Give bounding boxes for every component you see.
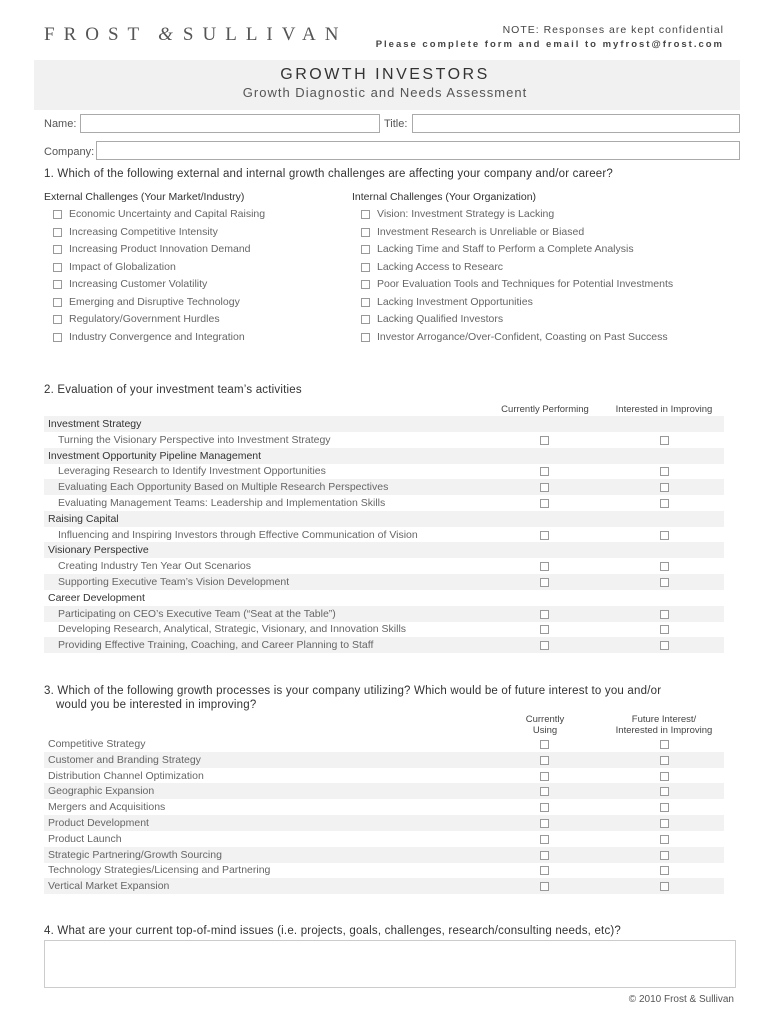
future-interest-checkbox[interactable] — [660, 803, 669, 812]
currently-using-checkbox[interactable] — [540, 787, 549, 796]
question-2: 2. Evaluation of your investment team’s activities — [44, 384, 302, 396]
future-interest-checkbox[interactable] — [660, 819, 669, 828]
growth-process-label: Product Development — [48, 817, 149, 829]
logo-right: SULLIVAN — [182, 24, 348, 45]
growth-process-label: Mergers and Acquisitions — [48, 801, 166, 814]
challenge-checkbox[interactable] — [53, 333, 62, 342]
q3-col-future-interest-2: Interested in Improving — [615, 725, 713, 736]
future-interest-checkbox[interactable] — [660, 756, 669, 765]
table-row — [44, 736, 724, 752]
top-of-mind-issues-textarea[interactable] — [44, 940, 736, 988]
growth-process-label: Strategic Partnering/Growth Sourcing — [48, 848, 222, 861]
category-label: Investment Strategy — [48, 418, 142, 430]
challenge-checkbox[interactable] — [53, 228, 62, 237]
future-interest-checkbox[interactable] — [660, 740, 669, 749]
currently-using-checkbox[interactable] — [540, 740, 549, 749]
company-field[interactable] — [96, 141, 740, 160]
company-label: Company: — [44, 146, 95, 158]
activity-label: Leveraging Research to Identify Investment Opportunities — [58, 465, 326, 478]
currently-performing-checkbox[interactable] — [540, 436, 549, 445]
table-row — [44, 621, 724, 637]
currently-using-checkbox[interactable] — [540, 882, 549, 891]
internal-heading: Internal Challenges (Your Organization) — [352, 191, 537, 203]
growth-process-label: Geographic Expansion — [48, 785, 155, 798]
q3-col-currently-using-2: Using — [532, 725, 558, 736]
table-category-row — [44, 416, 724, 432]
challenge-item: Industry Convergence and Integration — [69, 330, 245, 343]
challenge-checkbox[interactable] — [361, 245, 370, 254]
table-category-row — [44, 542, 724, 558]
email-instruction: Please complete form and email to myfrost@frost.com — [375, 39, 724, 50]
challenge-checkbox[interactable] — [361, 315, 370, 324]
challenge-item: Increasing Competitive Intensity — [69, 225, 218, 238]
challenge-item: Increasing Product Innovation Demand — [69, 243, 251, 255]
challenge-item: Lacking Time and Staff to Perform a Complete Analysis — [377, 243, 634, 255]
page-title: GROWTH INVESTORS — [280, 66, 490, 83]
logo-ampersand: & — [158, 24, 173, 45]
currently-performing-checkbox[interactable] — [540, 610, 549, 619]
table-category-row — [44, 590, 724, 606]
growth-process-label: Competitive Strategy — [48, 738, 146, 750]
future-interest-checkbox[interactable] — [660, 772, 669, 781]
challenge-checkbox[interactable] — [361, 333, 370, 342]
challenge-checkbox[interactable] — [53, 280, 62, 289]
question-4: 4. What are your current top-of-mind issues (i.e. projects, goals, challenges, research/consulting needs, etc)? — [44, 925, 622, 937]
challenge-item: Investor Arrogance/Over-Confident, Coasting on Past Success — [377, 330, 668, 343]
name-label: Name: — [44, 118, 77, 130]
table-category-row — [44, 511, 724, 527]
challenge-item: Investment Research is Unreliable or Biased — [377, 225, 585, 238]
interested-improving-checkbox[interactable] — [660, 467, 669, 476]
currently-using-checkbox[interactable] — [540, 835, 549, 844]
currently-using-checkbox[interactable] — [540, 866, 549, 875]
q2-col-currently-performing: Currently Performing — [501, 404, 589, 415]
table-row — [44, 768, 724, 784]
table-row — [44, 815, 724, 831]
interested-improving-checkbox[interactable] — [660, 562, 669, 571]
currently-using-checkbox[interactable] — [540, 803, 549, 812]
future-interest-checkbox[interactable] — [660, 851, 669, 860]
external-heading: External Challenges (Your Market/Industry) — [44, 191, 245, 203]
copyright: © 2010 Frost & Sullivan — [628, 994, 734, 1005]
activity-label: Creating Industry Ten Year Out Scenarios — [58, 560, 252, 573]
table-row — [44, 463, 724, 479]
table-row — [44, 606, 724, 622]
question-1: 1. Which of the following external and internal growth challenges are affecting your company and/or career? — [44, 168, 614, 180]
table-row — [44, 432, 724, 448]
interested-improving-checkbox[interactable] — [660, 641, 669, 650]
interested-improving-checkbox[interactable] — [660, 483, 669, 492]
currently-performing-checkbox[interactable] — [540, 499, 549, 508]
table-row — [44, 558, 724, 574]
challenge-item: Vision: Investment Strategy is Lacking — [377, 208, 555, 220]
currently-performing-checkbox[interactable] — [540, 467, 549, 476]
activity-label: Turning the Visionary Perspective into Investment Strategy — [58, 433, 331, 446]
table-row — [44, 574, 724, 590]
category-label: Raising Capital — [48, 512, 119, 525]
frost-sullivan-logo — [44, 24, 347, 46]
title-field[interactable] — [412, 114, 740, 133]
growth-process-label: Vertical Market Expansion — [48, 880, 170, 893]
question-3-line1: 3. Which of the following growth processes is your company utilizing? Which would be of future interest to you and/or — [44, 685, 662, 697]
currently-performing-checkbox[interactable] — [540, 578, 549, 587]
interested-improving-checkbox[interactable] — [660, 436, 669, 445]
interested-improving-checkbox[interactable] — [660, 610, 669, 619]
interested-improving-checkbox[interactable] — [660, 625, 669, 634]
table-row — [44, 752, 724, 768]
challenge-checkbox[interactable] — [361, 280, 370, 289]
future-interest-checkbox[interactable] — [660, 866, 669, 875]
table-row — [44, 527, 724, 543]
category-label: Visionary Perspective — [48, 544, 149, 557]
growth-process-label: Product Launch — [48, 832, 122, 845]
interested-improving-checkbox[interactable] — [660, 578, 669, 587]
future-interest-checkbox[interactable] — [660, 787, 669, 796]
table-row — [44, 495, 724, 511]
activity-label: Developing Research, Analytical, Strategic, Visionary, and Innovation Skills — [58, 623, 407, 636]
future-interest-checkbox[interactable] — [660, 882, 669, 891]
challenge-item: Regulatory/Government Hurdles — [69, 313, 220, 325]
currently-using-checkbox[interactable] — [540, 756, 549, 765]
table-row — [44, 637, 724, 653]
growth-process-label: Customer and Branding Strategy — [48, 753, 201, 766]
question-3-line2: would you be interested in improving? — [56, 699, 257, 711]
q3-col-currently-using-1: Currently — [525, 714, 565, 725]
table-row — [44, 862, 724, 878]
logo-left: FROST — [44, 24, 149, 45]
activity-label: Supporting Executive Team’s Vision Development — [58, 576, 290, 588]
table-row — [44, 831, 724, 847]
table-row — [44, 799, 724, 815]
challenge-checkbox[interactable] — [361, 228, 370, 237]
table-row — [44, 783, 724, 799]
growth-process-label: Technology Strategies/Licensing and Partnering — [48, 864, 271, 877]
challenge-item: Emerging and Disruptive Technology — [69, 295, 240, 308]
challenge-item: Poor Evaluation Tools and Techniques for Potential Investments — [377, 278, 674, 290]
challenge-checkbox[interactable] — [361, 298, 370, 307]
currently-performing-checkbox[interactable] — [540, 625, 549, 634]
challenge-checkbox[interactable] — [53, 210, 62, 219]
challenge-item: Lacking Investment Opportunities — [377, 295, 533, 308]
challenge-checkbox[interactable] — [361, 210, 370, 219]
q2-col-interested-improving: Interested in Improving — [615, 404, 713, 415]
activity-label: Influencing and Inspiring Investors through Effective Communication of Vision — [58, 528, 418, 541]
table-row — [44, 847, 724, 863]
currently-performing-checkbox[interactable] — [540, 531, 549, 540]
challenge-checkbox[interactable] — [361, 263, 370, 272]
name-field[interactable] — [80, 114, 380, 133]
challenge-item: Lacking Access to Researc — [377, 260, 504, 273]
page-subtitle: Growth Diagnostic and Needs Assessment — [242, 85, 528, 100]
category-label: Career Development — [48, 591, 145, 604]
currently-using-checkbox[interactable] — [540, 772, 549, 781]
challenge-checkbox[interactable] — [53, 298, 62, 307]
title-label: Title: — [384, 118, 408, 130]
challenge-item: Lacking Qualified Investors — [377, 313, 504, 325]
challenge-checkbox[interactable] — [53, 315, 62, 324]
challenge-checkbox[interactable] — [53, 263, 62, 272]
q3-col-future-interest-1: Future Interest/ — [631, 714, 697, 725]
currently-using-checkbox[interactable] — [540, 819, 549, 828]
future-interest-checkbox[interactable] — [660, 835, 669, 844]
challenge-item: Impact of Globalization — [69, 260, 176, 273]
activity-label: Participating on CEO’s Executive Team (“Seat at the Table”) — [58, 607, 336, 620]
currently-using-checkbox[interactable] — [540, 851, 549, 860]
challenge-checkbox[interactable] — [53, 245, 62, 254]
table-category-row — [44, 448, 724, 464]
activity-label: Evaluating Each Opportunity Based on Multiple Research Perspectives — [58, 481, 389, 494]
activity-label: Evaluating Management Teams: Leadership and Implementation Skills — [58, 497, 386, 509]
challenge-item: Economic Uncertainty and Capital Raising — [69, 208, 266, 220]
category-label: Investment Opportunity Pipeline Management — [48, 449, 262, 462]
currently-performing-checkbox[interactable] — [540, 562, 549, 571]
challenge-item: Increasing Customer Volatility — [69, 278, 208, 290]
growth-process-label: Distribution Channel Optimization — [48, 769, 204, 782]
table-row — [44, 878, 724, 894]
confidential-note: NOTE: Responses are kept confidential — [502, 24, 724, 36]
activity-label: Providing Effective Training, Coaching, and Career Planning to Staff — [58, 639, 374, 652]
currently-performing-checkbox[interactable] — [540, 641, 549, 650]
interested-improving-checkbox[interactable] — [660, 499, 669, 508]
table-row — [44, 479, 724, 495]
currently-performing-checkbox[interactable] — [540, 483, 549, 492]
interested-improving-checkbox[interactable] — [660, 531, 669, 540]
